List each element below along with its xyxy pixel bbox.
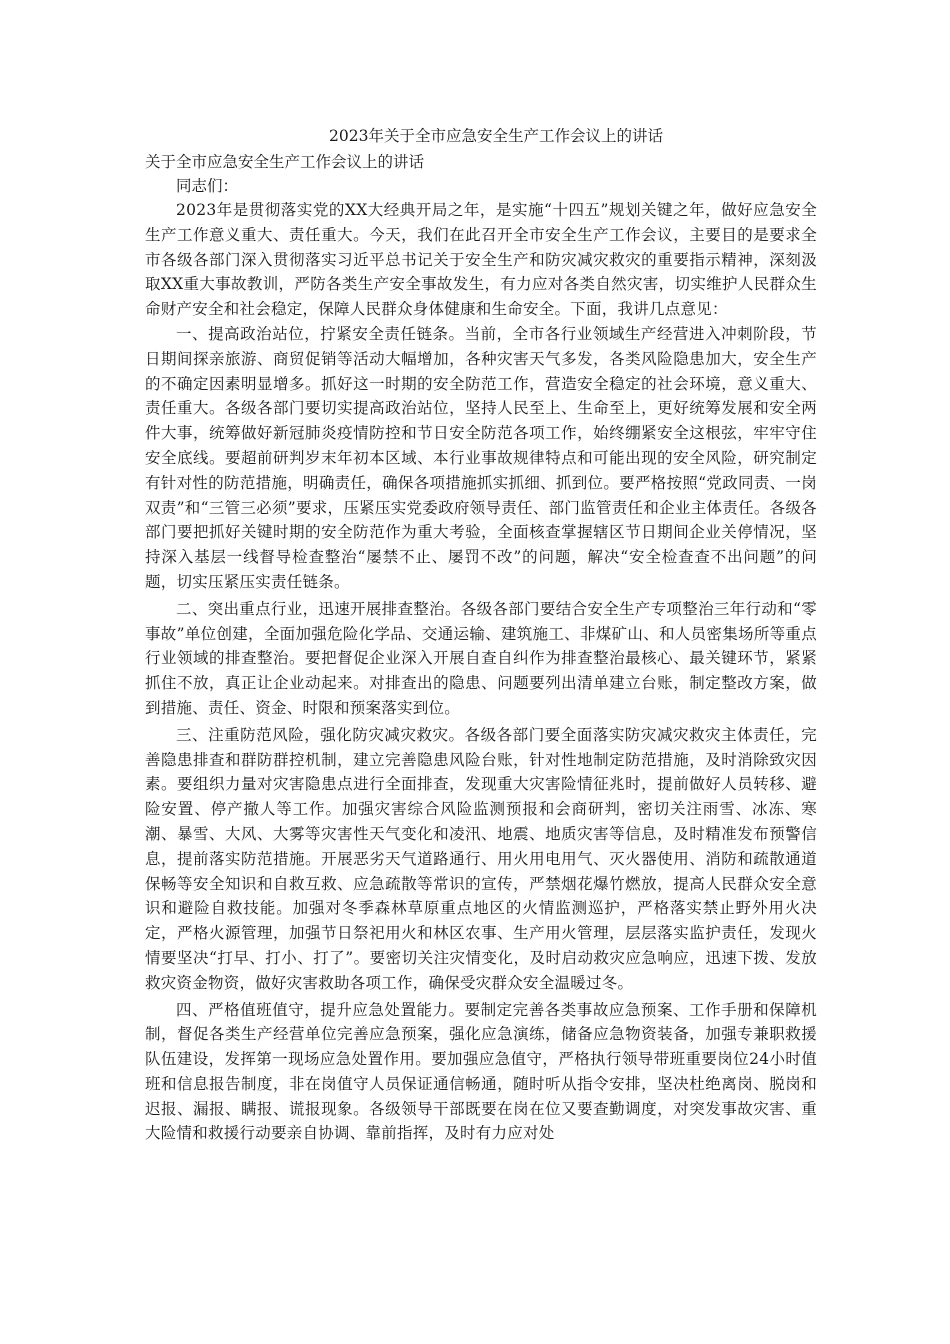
document-title: 2023年关于全市应急安全生产工作会议上的讲话 — [329, 127, 663, 145]
paragraph-section-2: 二、突出重点行业，迅速开展排查整治。各级各部门要结合安全生产专项整治三年行动和“零事故”单位创建，全面加强危险化学品、交通运输、建筑施工、非煤矿山、和人员密集场所等重点行业领域的排查整治。要把督促企业深入开展自查自纠作为排查整治最核心、最关键环节，紧紧抓住不放，真正让企业动起来。对排查出的隐患、问题要列出清单建立台账，制定整改方案，做到措施、责任、资金、时限和预案落实到位。 — [145, 599, 817, 717]
paragraph-section-4: 四、严格值班值守，提升应急处置能力。要制定完善各类事故应急预案、工作手册和保障机制，督促各类生产经营单位完善应急预案，强化应急演练，储备应急物资装备，加强专兼职救援队伍建设，发挥第一现场应急处置作用。要加强应急值守，严格执行领导带班重要岗位24小时值班和信息报告制度，非在岗值守人员保证通信畅通，随时听从指令安排，坚决杜绝离岗、脱岗和迟报、漏报、瞒报、谎报现象。各级领导干部既要在岗在位又要查勤调度，对突发事故灾害、重大险情和救援行动要亲自协调、靠前指挥，及时有力应对处 — [145, 1000, 817, 1143]
salutation: 同志们： — [176, 177, 239, 195]
document-subtitle: 关于全市应急安全生产工作会议上的讲话 — [145, 153, 425, 171]
paragraph-section-3: 三、注重防范风险，强化防灾减灾救灾。各级各部门要全面落实防灾减灾救灾主体责任，完善隐患排查和群防群控机制，建立完善隐患风险台账，针对性地制定防范措施，及时消除致灾因素。要组织力量对灾害隐患点进行全面排查，发现重大灾害险情征兆时，提前做好人员转移、避险安置、停产撤人等工作。加强灾害综合风险监测预报和会商研判，密切关注雨雪、冰冻、寒潮、暴雪、大风、大雾等灾害性天气变化和凌汛、地震、地质灾害等信息，及时精准发布预警信息，提前落实防范措施。开展恶劣天气道路通行、用火用电用气、灭火器使用、消防和疏散通道保畅等安全知识和自救互救、应急疏散等常识的宣传，严禁烟花爆竹燃放，提高人民群众安全意识和避险自救技能。加强对冬季森林草原重点地区的火情监测巡护，严格落实禁止野外用火决定，严格火源管理，加强节日祭祀用火和林区农事、生产用火管理，层层落实监护责任，发现火情要坚决“打早、打小、打了”。要密切关注灾情变化，及时启动救灾应急响应，迅速下拨、发放救灾资金物资，做好灾害救助各项工作，确保受灾群众安全温暖过冬。 — [145, 725, 817, 992]
paragraph-section-1: 一、提高政治站位，拧紧安全责任链条。当前，全市各行业领域生产经营进入冲刺阶段，节日期间探亲旅游、商贸促销等活动大幅增加，各种灾害天气多发，各类风险隐患加大，安全生产的不确定因素明显增多。抓好这一时期的安全防范工作，营造安全稳定的社会环境，意义重大、责任重大。各级各部门要切实提高政治站位，坚持人民至上、生命至上，更好统筹发展和安全两件大事，统筹做好新冠肺炎疫情防控和节日安全防范各项工作，始终绷紧安全这根弦，牢牢守住安全底线。要超前研判岁末年初本区域、本行业事故规律特点和可能出现的安全风险，研究制定有针对性的防范措施，明确责任，确保各项措施抓实抓细、抓到位。要严格按照“党政同责、一岗双责”和“三管三必须”要求，压紧压实党委政府领导责任、部门监管责任和企业主体责任。各级各部门要把抓好关键时期的安全防范作为重大考验，全面核查掌握辖区节日期间企业关停情况，坚持深入基层一线督导检查整治“屡禁不止、屡罚不改”的问题，解决“安全检查查不出问题”的问题，切实压紧压实责任链条。 — [145, 324, 817, 591]
document-page — [145, 122, 817, 1146]
paragraph-intro: 2023年是贯彻落实党的XX大经典开局之年，是实施“十四五”规划关键之年，做好应急安全生产工作意义重大、责任重大。今天，我们在此召开全市安全生产工作会议，主要目的是要求全市各级各部门深入贯彻落实习近平总书记关于安全生产和防灾减灾救灾的重要指示精神，深刻汲取XX重大事故教训，严防各类生产安全事故发生，有力应对各类自然灾害，切实维护人民群众生命财产安全和社会稳定，保障人民群众身体健康和生命安全。下面，我讲几点意见： — [145, 201, 817, 319]
